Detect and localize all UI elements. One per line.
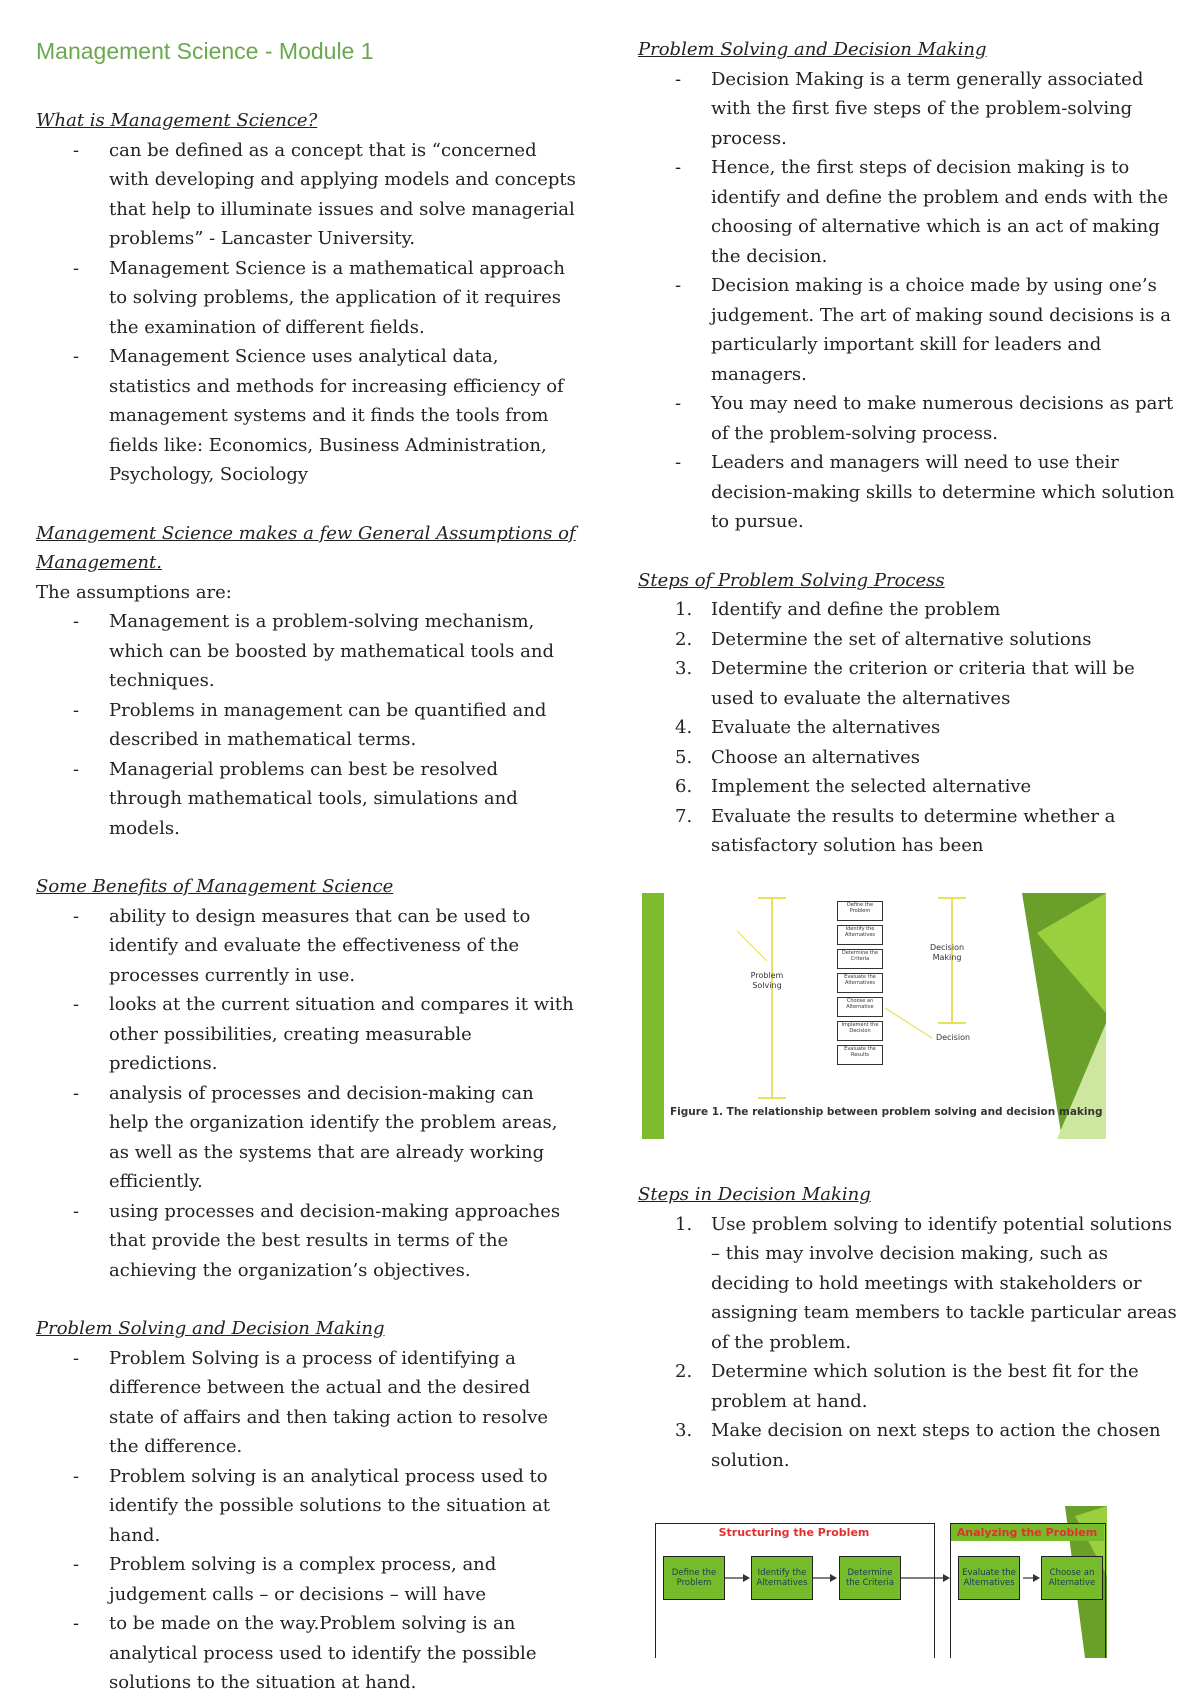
list-item: - Problem Solving is a process of identifying a difference between the actual and the desired state of affairs and then taking action to resolve the difference. (36, 1344, 576, 1462)
list-item: - Problem solving is a complex process, and judgement calls – or decisions – will have (36, 1550, 576, 1609)
list-item: - looks at the current situation and compares it with other possibilities, creating measurable predictions. (36, 990, 576, 1079)
list-item: - can be defined as a concept that is “concerned with developing and applying models and concepts that help to illuminate issues and solve managerial problems” - Lancaster University. (36, 136, 576, 254)
list-item: 4. Evaluate the alternatives (675, 717, 941, 738)
section-heading: Some Benefits of Management Science (36, 876, 394, 897)
section-heading: Management Science makes a few General Assumptions of Management. (36, 522, 576, 573)
section-intro: The assumptions are: (36, 581, 232, 603)
right-column-lower (638, 1180, 1178, 1475)
box-determine-criteria: Determine the Criteria (837, 949, 883, 969)
figure-caption: Figure 1. The relationship between problem solving and decision making (670, 1106, 1103, 1118)
section-heading: Problem Solving and Decision Making (36, 1318, 385, 1339)
box-define-problem: Define the Problem (837, 901, 883, 921)
step-determine-criteria: Determine the Criteria (839, 1556, 901, 1600)
list-item: - Problem solving is an analytical process used to identify the possible solutions to the situation at hand. (36, 1462, 576, 1551)
section-heading: Steps in Decision Making (638, 1184, 871, 1205)
numbered-list (638, 1210, 1178, 1476)
label-decision: Decision (935, 1033, 971, 1042)
list-item: 5. Choose an alternatives (675, 746, 921, 768)
list-item: 1. Use problem solving to identify potential solutions – this may involve decision making, such as deciding to hold meetings with stakeholders or assigning team members to tackle particular areas of the problem. (675, 1213, 1177, 1353)
label-decision-making: Decision Making (929, 943, 965, 962)
list-item: - Management Science uses analytical data, statistics and methods for increasing efficiency of management systems and it finds the tools from fields like: Economics, Business Administration, Psychology, Sociology (36, 342, 576, 490)
left-column (36, 106, 576, 1698)
list-item: - You may need to make numerous decisions as part of the problem-solving process. (638, 389, 1178, 448)
step-identify-alternatives: Identify the Alternatives (751, 1556, 813, 1600)
right-column (638, 35, 1178, 861)
list-item: - using processes and decision-making approaches that provide the best results in terms of the achieving the organization’s objectives. (36, 1197, 576, 1286)
numbered-list (638, 595, 1178, 861)
list-item: 3. Make decision on next steps to action the chosen solution. (675, 1420, 1161, 1471)
list-item: - analysis of processes and decision-making can help the organization identify the problem areas, as well as the systems that are already working efficiently. (36, 1079, 576, 1197)
bullet-list (36, 1344, 576, 1698)
list-item: - Hence, the first steps of decision making is to identify and define the problem and ends with the choosing of alternative which is an act of making the decision. (638, 153, 1178, 271)
list-item: - Managerial problems can best be resolved through mathematical tools, simulations and models. (36, 755, 576, 844)
left-green-bar (642, 893, 664, 1139)
section-heading: What is Management Science? (36, 110, 318, 131)
bullet-list (36, 136, 576, 490)
section-heading: Steps of Problem Solving Process (638, 569, 945, 591)
list-item: - ability to design measures that can be used to identify and evaluate the effectiveness of the processes currently in use. (36, 902, 576, 991)
label-problem-solving: Problem Solving (750, 971, 784, 990)
list-item: 2. Determine which solution is the best fit for the problem at hand. (675, 1361, 1139, 1412)
bullet-list (36, 607, 576, 843)
list-item: - Management is a problem-solving mechanism, which can be boosted by mathematical tools and techniques. (36, 607, 576, 696)
list-item: - Problems in management can be quantified and described in mathematical terms. (36, 696, 576, 755)
list-item: 6. Implement the selected alternative (675, 776, 1032, 797)
list-item: - Leaders and managers will need to use their decision-making skills to determine which solution to pursue. (638, 448, 1178, 537)
box-choose-alternative: Choose an Alternative (837, 997, 883, 1017)
list-item: - to be made on the way.Problem solving is an analytical process used to identify the possible solutions to the situation at hand. (36, 1609, 576, 1698)
list-item: 3. Determine the criterion or criteria that will be used to evaluate the alternatives (675, 658, 1135, 709)
figure-problem-solving-decision-making (642, 893, 1106, 1139)
step-evaluate-alternatives: Evaluate the Alternatives (958, 1556, 1020, 1600)
figure-structuring-analyzing (655, 1506, 1107, 1658)
panel-title-structuring: Structuring the Problem (718, 1526, 870, 1539)
list-item: - Decision making is a choice made by using one’s judgement. The art of making sound decisions is a particularly important skill for leaders and managers. (638, 271, 1178, 389)
step-choose-alternative: Choose an Alternative (1041, 1556, 1103, 1600)
box-evaluate-alternatives: Evaluate the Alternatives (837, 973, 883, 993)
list-item: 2. Determine the set of alternative solutions (675, 628, 1092, 650)
panel-title-analyzing: Analyzing the Problem (956, 1526, 1098, 1539)
box-evaluate-results: Evaluate the Results (837, 1045, 883, 1065)
list-item: - Management Science is a mathematical approach to solving problems, the application of it requires the examination of different fields. (36, 254, 576, 343)
box-identify-alternatives: Identify the Alternatives (837, 925, 883, 945)
bullet-list (638, 65, 1178, 537)
section-heading: Problem Solving and Decision Making (638, 39, 987, 60)
list-item: 7. Evaluate the results to determine whether a satisfactory solution has been (675, 805, 1116, 856)
box-implement-decision: Implement the Decision (837, 1021, 883, 1041)
list-item: - Decision Making is a term generally associated with the first five steps of the problem-solving process. (638, 65, 1178, 154)
list-item: 1. Identify and define the problem (675, 599, 1001, 620)
step-define-problem: Define the Problem (663, 1556, 725, 1600)
page-title: Management Science - Module 1 (36, 38, 374, 64)
bullet-list (36, 902, 576, 1286)
